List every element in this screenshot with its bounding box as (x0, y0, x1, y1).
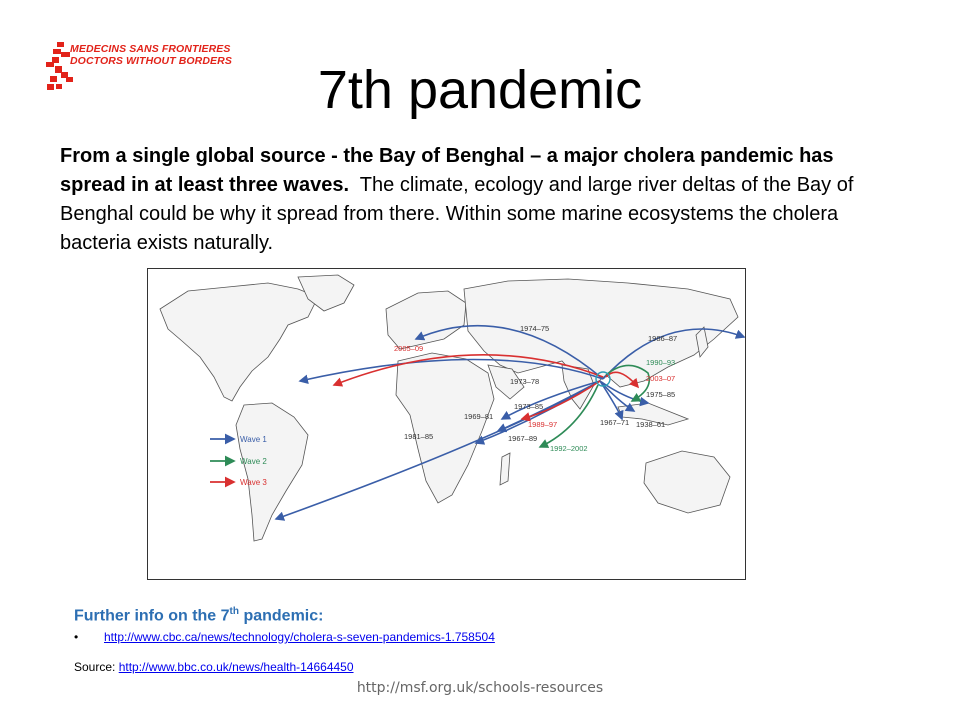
further-heading-sup: th (229, 606, 239, 617)
africa (396, 353, 494, 503)
label-1973a: 1973–78 (510, 377, 540, 386)
north-america (160, 283, 318, 401)
intro-bold-text: From a single global source - the Bay of Benghal – a major cholera pandemic has spread in at least three waves. (60, 145, 834, 196)
label-1967a: 1967–89 (508, 434, 538, 443)
legend-wave-3: Wave 3 (240, 478, 267, 487)
further-heading-colon: : (318, 607, 324, 625)
label-1989: 1989–97 (528, 420, 558, 429)
further-info-list-item (74, 630, 495, 644)
label-1938: 1938–61 (636, 420, 666, 429)
intro-normal-text: The climate, ecology and large river deltas of the Bay of Benghal could be why it spread from there. Within some marine ecosystems the cholera bacteria exists naturally. (60, 174, 854, 254)
cbc-link[interactable]: http://www.cbc.ca/news/technology/cholera-s-seven-pandemics-1.758504 (104, 630, 495, 644)
south-america (236, 403, 308, 541)
world-map-svg (148, 269, 745, 579)
label-1990: 1990–93 (646, 358, 676, 367)
europe (386, 291, 466, 349)
further-heading-text: Further info on the 7 (74, 607, 230, 625)
label-1974: 1974–75 (520, 324, 550, 333)
further-info-heading (74, 606, 323, 625)
legend-wave-2: Wave 2 (240, 457, 267, 466)
label-1973b: 1973–85 (514, 402, 544, 411)
label-1975: 1975–85 (646, 390, 676, 399)
label-1992: 1992–2002 (550, 444, 588, 453)
page-title: 7th pandemic (317, 60, 643, 120)
source-label: Source: (74, 660, 119, 674)
cholera-spread-map (147, 268, 746, 580)
further-heading-text-end: pandemic (239, 607, 319, 625)
label-1967b: 1967–71 (600, 418, 630, 427)
logo-line-2: DOCTORS WITHOUT BORDERS (70, 55, 232, 67)
australia (644, 451, 730, 513)
label-2003: 2003–07 (646, 374, 676, 383)
bbc-source-link[interactable]: http://www.bbc.co.uk/news/health-14664450 (118, 660, 354, 674)
bullet-marker: • (74, 630, 79, 644)
label-2005: 2005–09 (394, 344, 424, 353)
source-line (74, 660, 354, 674)
madagascar (500, 453, 510, 485)
label-1969: 1969–81 (464, 412, 494, 421)
label-1981: 1981–85 (404, 432, 434, 441)
logo-line-1: MEDECINS SANS FRONTIERES (70, 43, 231, 55)
intro-paragraph (60, 142, 900, 258)
label-1986: 1986–87 (648, 334, 678, 343)
footer-url: http://msf.org.uk/schools-resources (356, 680, 604, 696)
legend-wave-1: Wave 1 (240, 435, 267, 444)
continents (160, 275, 738, 541)
